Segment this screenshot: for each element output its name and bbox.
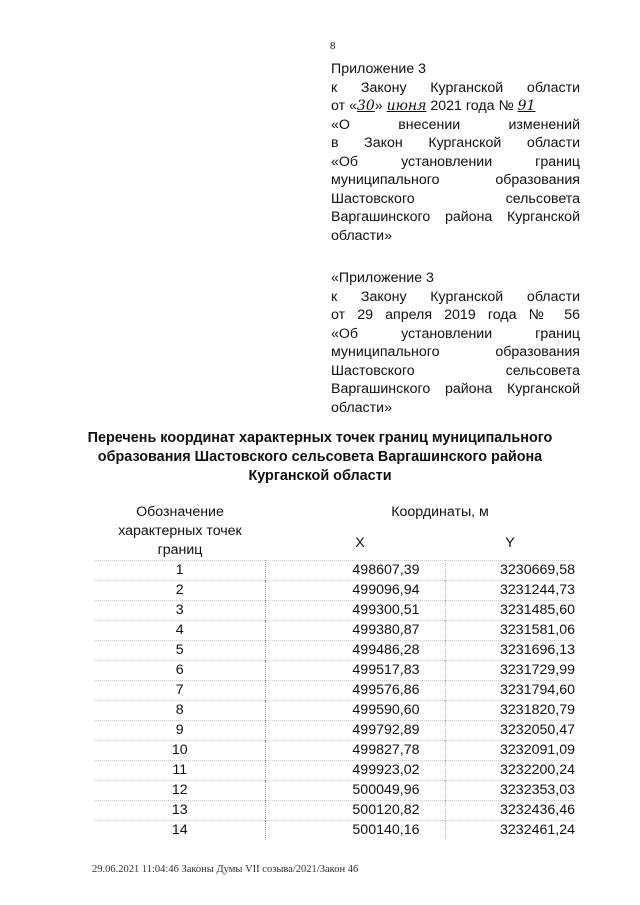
table-row [95,581,575,601]
point-number-cell: 1 [175,562,184,578]
x-coordinate-cell: 499517,83 [265,661,445,681]
appendix-line: к Закону Курганской области [331,79,580,96]
y-coordinate-cell: 3231696,13 [445,641,575,661]
title-line: Курганской области [248,468,392,484]
y-coordinate-cell: 3231820,79 [445,701,575,721]
x-coordinate-cell: 499576,86 [265,681,445,701]
table-row [95,721,575,741]
x-coordinate-cell: 499792,89 [265,721,445,741]
appendix-line: Приложение 3 [331,61,427,77]
table-row [95,601,575,621]
date-suffix: 2021 года № [430,98,514,114]
footer-stamp: 29.06.2021 11:04:46 Законы Думы VII созыва/2021/Закон 46 [92,864,359,875]
header-point-designation: Обозначение характерных точек границ [118,504,242,558]
table-row [95,661,575,681]
point-number-cell: 9 [175,722,184,738]
appendix-line: области» [331,227,392,244]
x-coordinate-cell: 500049,96 [265,781,445,801]
document-title [70,429,570,486]
header-coordinates: Координаты, м [391,503,489,520]
point-number-cell: 10 [171,742,188,758]
y-coordinate-cell: 3231244,73 [445,581,575,601]
y-coordinate-cell: 3232091,09 [445,741,575,761]
x-coordinate-cell: 499096,94 [265,581,445,601]
point-number-cell: 4 [175,622,184,638]
y-coordinate-cell: 3232353,03 [445,781,575,801]
appendix-line: «Об установлении границ [331,153,580,170]
original-line: к Закону Курганской области [331,288,580,305]
original-line: области» [331,399,392,416]
original-line: «Об установлении границ [331,325,580,342]
handwritten-number: 91 [517,98,536,114]
x-coordinate-cell: 499590,60 [265,701,445,721]
x-coordinate-cell: 500120,82 [265,801,445,821]
table-row [95,561,575,581]
header-x: X [355,535,365,552]
original-appendix-block [331,269,580,417]
x-coordinate-cell: 499827,78 [265,741,445,761]
y-coordinate-cell: 3232050,47 [445,721,575,741]
appendix-line: Шастовского сельсовета [331,190,580,207]
coordinates-table [95,497,575,840]
x-coordinate-cell: 498607,39 [265,561,445,581]
appendix-line: в Закон Курганской области [331,135,580,151]
date-prefix: от « [331,98,357,114]
point-number-cell: 12 [171,782,188,798]
table-row [95,621,575,641]
title-line: Перечень координат характерных точек границ муниципального [87,430,553,446]
y-coordinate-cell: 3231794,60 [445,681,575,701]
table-row [95,761,575,781]
y-coordinate-cell: 3232436,46 [445,801,575,821]
point-number-cell: 8 [175,702,184,718]
appendix-line: Варгашинского района Курганской [331,209,580,225]
table-row [95,681,575,701]
handwritten-day: 30 [356,98,375,114]
original-line: Варгашинского района Курганской [331,381,580,397]
y-coordinate-cell: 3232461,24 [445,821,575,841]
point-number-cell: 3 [175,602,184,618]
point-number-cell: 14 [171,822,188,838]
x-coordinate-cell: 499923,02 [265,761,445,781]
table-row [95,641,575,661]
appendix-line: «О внесении изменений [331,116,580,133]
date-mid: » [374,98,383,114]
table-row [95,741,575,761]
appendix-date-line [331,97,580,116]
point-number-cell: 11 [172,762,188,778]
point-number-cell: 6 [175,662,184,678]
y-coordinate-cell: 3231729,99 [445,661,575,681]
x-coordinate-cell: 500140,16 [265,821,445,841]
title-line: образования Шастовского сельсовета Варгашинского района [97,449,543,465]
appendix-reference-block [331,60,580,245]
x-coordinate-cell: 499300,51 [265,601,445,621]
x-coordinate-cell: 499486,28 [265,641,445,661]
handwritten-month: июня [386,98,427,114]
y-coordinate-cell: 3231581,06 [445,621,575,641]
point-number-cell: 5 [175,642,184,658]
original-line: Шастовского сельсовета [331,362,580,379]
table-row [95,701,575,721]
table-row [95,801,575,821]
y-coordinate-cell: 3231485,60 [445,601,575,621]
point-number-cell: 7 [175,682,184,698]
y-coordinate-cell: 3230669,58 [445,561,575,581]
original-line: муниципального образования [331,344,580,360]
original-line: «Приложение 3 [331,270,434,286]
appendix-line: муниципального образования [331,172,580,188]
point-number-cell: 2 [175,582,184,598]
table-row [95,821,575,841]
y-coordinate-cell: 3232200,24 [445,761,575,781]
original-line: от 29 апреля 2019 года № 56 [331,307,580,323]
page-number: 8 [330,40,336,52]
x-coordinate-cell: 499380,87 [265,621,445,641]
header-y: Y [505,535,515,552]
table-row [95,781,575,801]
point-number-cell: 13 [171,802,188,818]
